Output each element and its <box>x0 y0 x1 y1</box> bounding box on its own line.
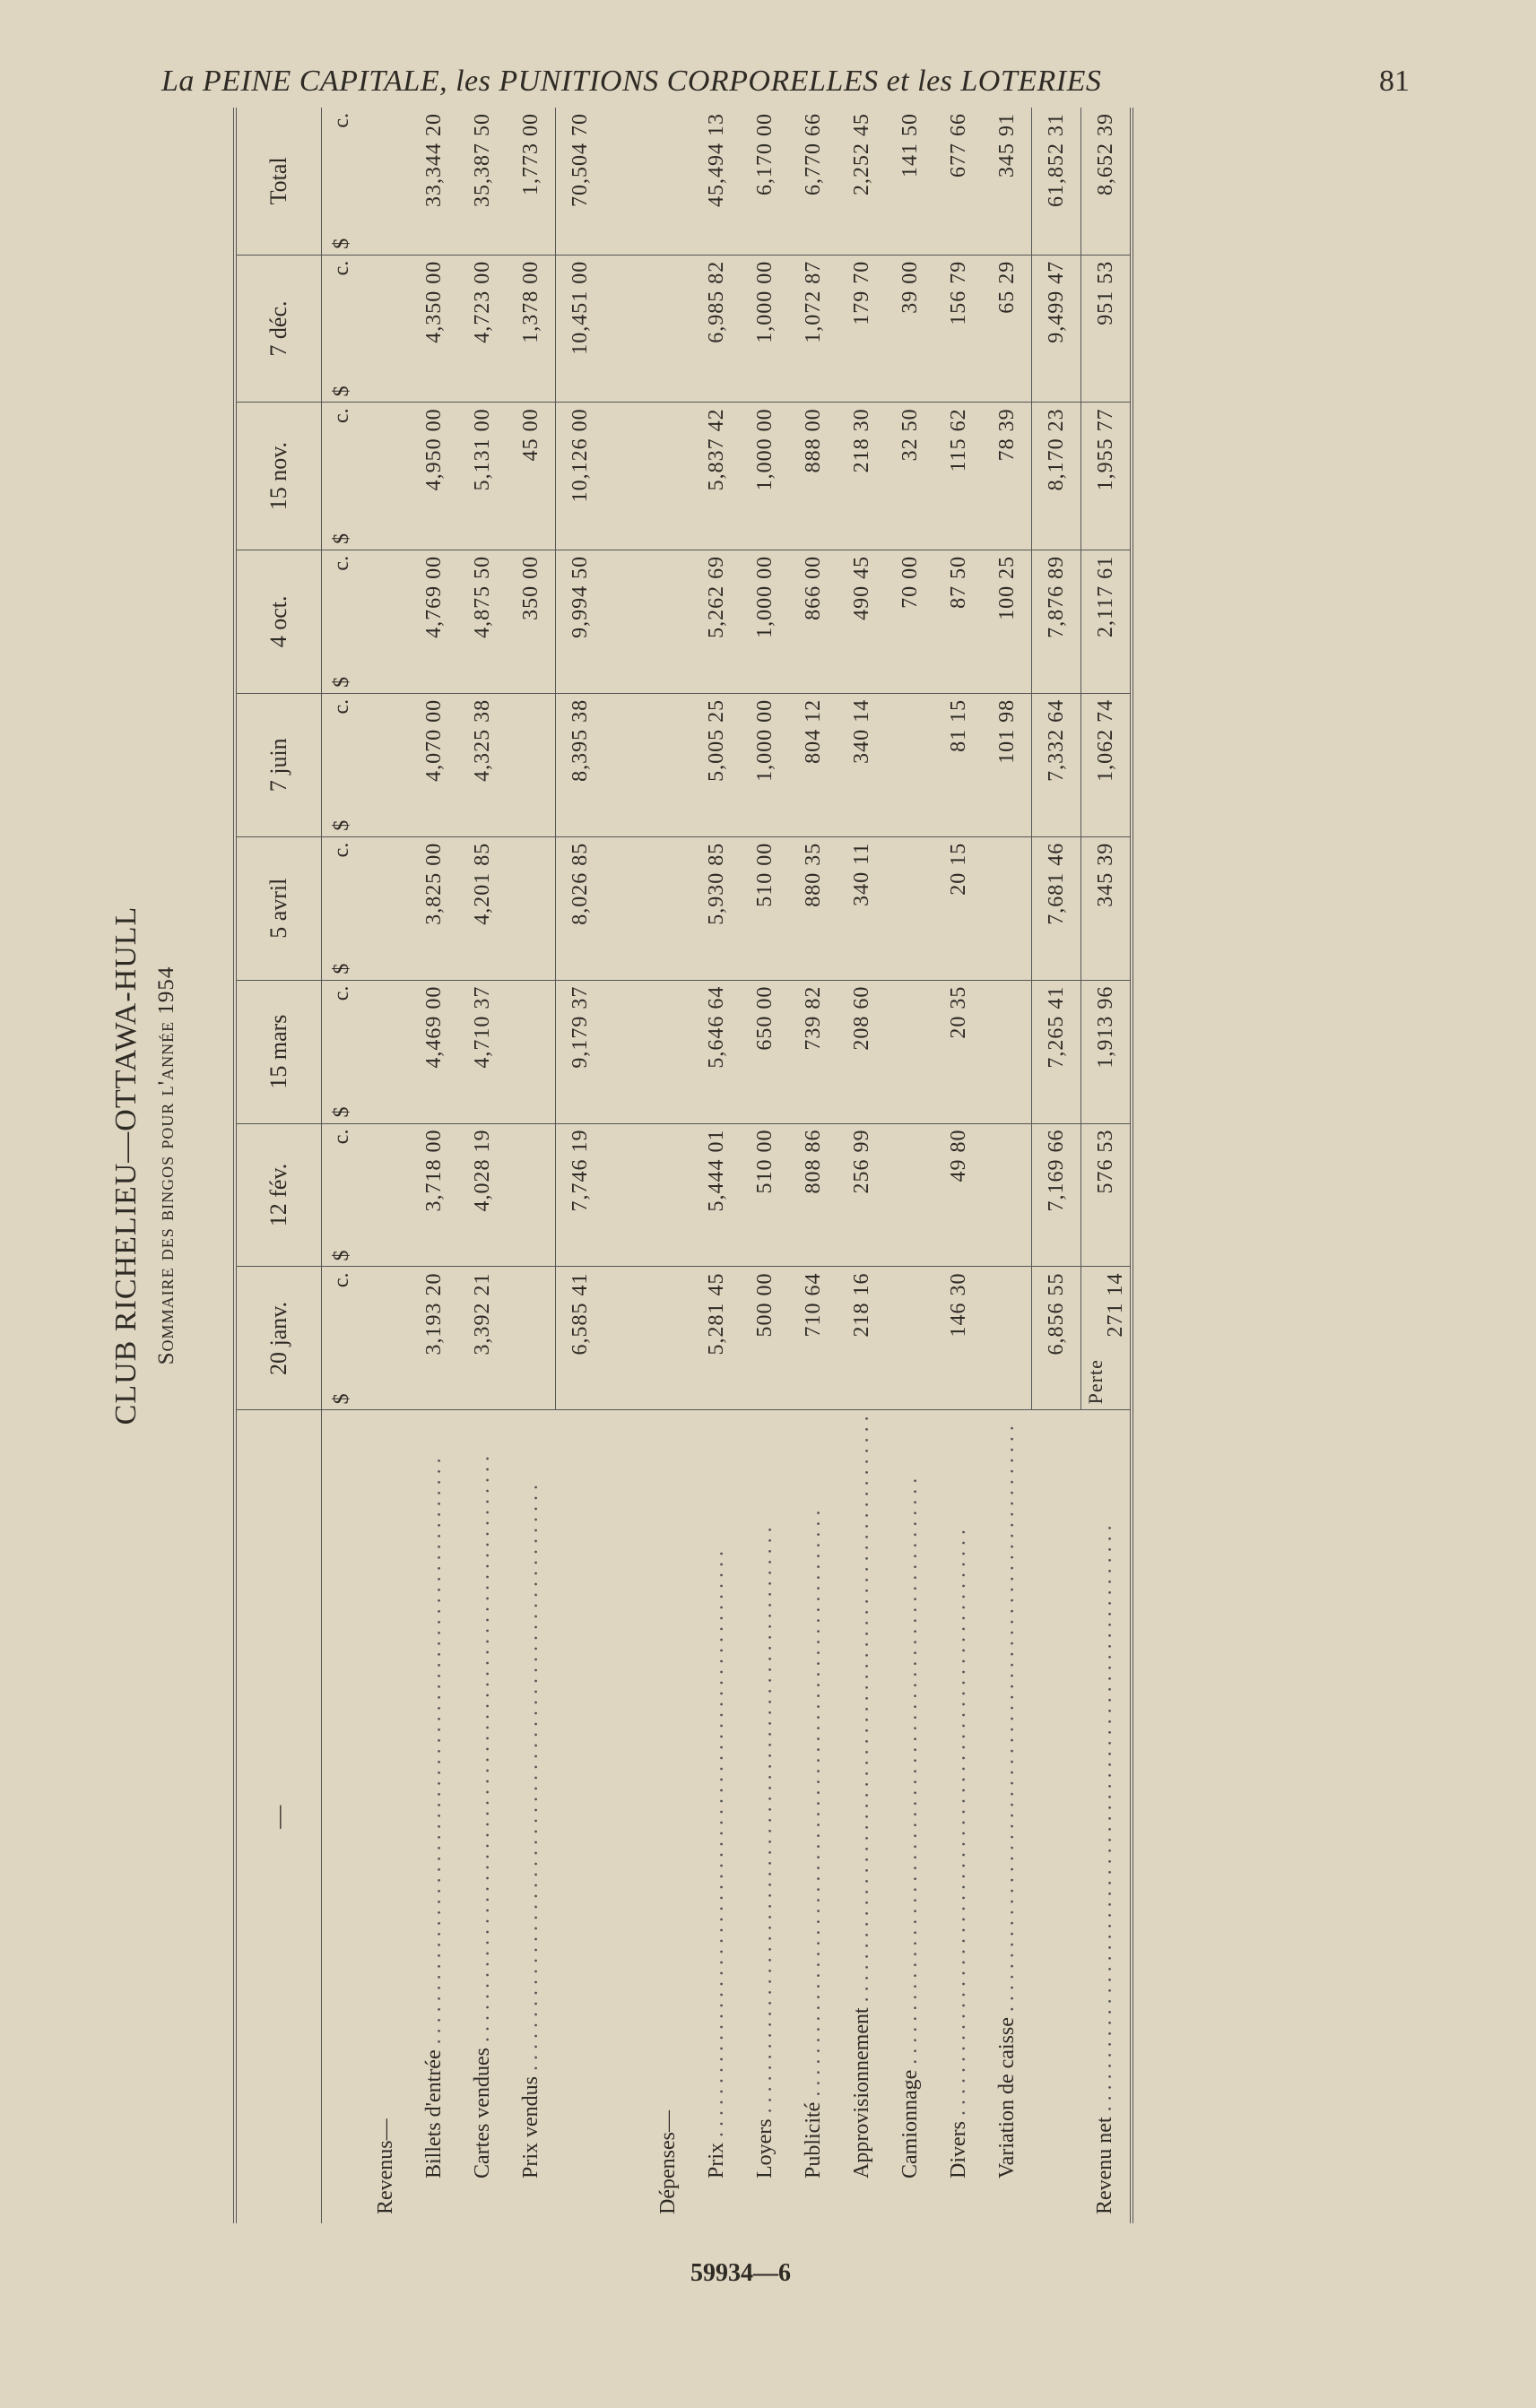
unit-cents: c. <box>329 555 353 571</box>
net-revenue-row <box>1081 108 1132 2223</box>
table-cell: 6,985 82 <box>692 255 741 403</box>
table-cell: 345 39 <box>1081 836 1132 980</box>
table-cell: 866 00 <box>789 550 837 693</box>
row-label: Prix . . . <box>705 1551 728 2178</box>
table-cell: 888 00 <box>789 403 837 550</box>
table-cell: 345 91 <box>983 108 1032 255</box>
table-cell: 32 50 <box>886 403 934 550</box>
bingo-summary-table <box>233 108 1133 2223</box>
subtotal-cell: 8,395 38 <box>556 693 605 836</box>
table-cell <box>886 1267 934 1410</box>
table-cell: 5,444 01 <box>692 1123 741 1267</box>
table-cell <box>507 1267 556 1410</box>
table-cell: 45,494 13 <box>692 108 741 255</box>
table-cell: 2,252 45 <box>837 108 886 255</box>
subtotal-cell: 7,265 41 <box>1032 980 1081 1123</box>
table-cell: 70 00 <box>886 550 934 693</box>
table-cell: 141 50 <box>886 108 934 255</box>
net-revenue-label: Revenu net . . . <box>1093 1525 1116 2214</box>
table-cell: 3,825 00 <box>410 836 458 980</box>
table-cell: 179 70 <box>837 255 886 403</box>
table-cell: 500 00 <box>741 1267 789 1410</box>
table-cell: 101 98 <box>983 693 1032 836</box>
col-header: 15 nov. <box>235 403 322 550</box>
table-cell: 256 99 <box>837 1123 886 1267</box>
subtotal-cell: 7,876 89 <box>1032 550 1081 693</box>
table-cell: 115 62 <box>934 403 983 550</box>
unit-cents: c. <box>329 113 353 128</box>
table-cell: 1,072 87 <box>789 255 837 403</box>
table-cell: 4,875 50 <box>458 550 507 693</box>
table-cell: 4,325 38 <box>458 693 507 836</box>
table-cell: 510 00 <box>741 1123 789 1267</box>
table-cell: 350 00 <box>507 550 556 693</box>
table-cell: 510 00 <box>741 836 789 980</box>
table-club-title: CLUB RICHELIEU—OTTAWA-HULL <box>109 905 143 1425</box>
table-cell: 5,005 25 <box>692 693 741 836</box>
table-cell <box>886 836 934 980</box>
unit-cents: c. <box>329 985 353 1001</box>
table-cell: 1,000 00 <box>741 255 789 403</box>
table-cell: 6,170 00 <box>741 108 789 255</box>
subtotal-cell: 7,681 46 <box>1032 836 1081 980</box>
table-row <box>458 108 507 2223</box>
unit-row <box>322 108 362 2223</box>
subtotal-cell: 70,504 70 <box>556 108 605 255</box>
row-label: Billets d'entrée . . . <box>422 1458 446 2178</box>
table-cell: 35,387 50 <box>458 108 507 255</box>
table-cell: 3,392 21 <box>458 1267 507 1410</box>
table-cell: 808 86 <box>789 1123 837 1267</box>
table-cell: 218 16 <box>837 1267 886 1410</box>
table-cell: 739 82 <box>789 980 837 1123</box>
table-cell: 5,837 42 <box>692 403 741 550</box>
subtotal-cell: 7,169 66 <box>1032 1123 1081 1267</box>
section-label: Revenus— <box>373 2118 397 2214</box>
dash-header: — <box>265 1805 291 1829</box>
page-number: 81 <box>1379 65 1410 98</box>
table-cell: 5,131 00 <box>458 403 507 550</box>
table-cell: 146 30 <box>934 1267 983 1410</box>
table-cell: 4,201 85 <box>458 836 507 980</box>
table-cell: 208 60 <box>837 980 886 1123</box>
table-cell: 2,117 61 <box>1081 550 1132 693</box>
table-cell: 5,281 45 <box>692 1267 741 1410</box>
unit-dollar: $ <box>329 963 353 974</box>
table-cell: 4,469 00 <box>410 980 458 1123</box>
table-cell: 1,000 00 <box>741 550 789 693</box>
table-cell: 49 80 <box>934 1123 983 1267</box>
subtotal-cell: 6,856 55 <box>1032 1267 1081 1410</box>
table-cell <box>983 1267 1032 1410</box>
col-header: Total <box>235 108 322 255</box>
col-header: 20 janv. <box>235 1267 322 1410</box>
subtotal-cell: 6,585 41 <box>556 1267 605 1410</box>
table-row <box>934 108 983 2223</box>
table-cell: 650 00 <box>741 980 789 1123</box>
subtotal-row-depenses <box>1032 108 1081 2223</box>
table-cell: 4,723 00 <box>458 255 507 403</box>
loss-label: Perte <box>1084 1359 1106 1405</box>
table-cell <box>507 836 556 980</box>
table-cell <box>983 1123 1032 1267</box>
unit-dollar: $ <box>329 533 353 544</box>
table-row <box>692 108 741 2223</box>
unit-dollar: $ <box>329 676 353 688</box>
table-cell: 340 14 <box>837 693 886 836</box>
subtotal-cell: 10,126 00 <box>556 403 605 550</box>
table-cell: 33,344 20 <box>410 108 458 255</box>
subtotal-cell: 8,170 23 <box>1032 403 1081 550</box>
table-cell <box>1081 1267 1132 1410</box>
table-cell: 4,769 00 <box>410 550 458 693</box>
subtotal-cell: 9,994 50 <box>556 550 605 693</box>
unit-cents: c. <box>329 260 353 276</box>
table-cell <box>886 1123 934 1267</box>
table-row <box>837 108 886 2223</box>
table-cell: 20 35 <box>934 980 983 1123</box>
subtotal-cell: 9,179 37 <box>556 980 605 1123</box>
table-cell: 1,955 77 <box>1081 403 1132 550</box>
table-cell: 1,378 00 <box>507 255 556 403</box>
net-value: 271 14 <box>1104 1272 1127 1338</box>
row-label: Variation de caisse . . . <box>995 1425 1019 2178</box>
column-header-row <box>235 108 322 2223</box>
unit-dollar: $ <box>329 1106 353 1118</box>
table-cell: 81 15 <box>934 693 983 836</box>
row-label: Cartes vendues . . . <box>471 1456 494 2178</box>
row-label: Approvisionnement . . . <box>850 1416 873 2178</box>
table-cell: 65 29 <box>983 255 1032 403</box>
unit-cents: c. <box>329 1129 353 1145</box>
unit-cents: c. <box>329 1272 353 1288</box>
row-label: Publicité . . . <box>802 1511 825 2178</box>
table-cell: 804 12 <box>789 693 837 836</box>
unit-dollar: $ <box>329 819 353 831</box>
table-cell: 1,062 74 <box>1081 693 1132 836</box>
subtotal-row-revenus <box>556 108 605 2223</box>
table-cell <box>507 980 556 1123</box>
table-cell <box>507 1123 556 1267</box>
table-cell: 951 53 <box>1081 255 1132 403</box>
section-row-depenses <box>644 108 692 2223</box>
running-header-title: La PEINE CAPITALE, les PUNITIONS CORPORELLES et les LOTERIES <box>161 65 1102 98</box>
table-cell: 5,646 64 <box>692 980 741 1123</box>
table-cell: 87 50 <box>934 550 983 693</box>
table-cell: 1,000 00 <box>741 403 789 550</box>
section-label: Dépenses— <box>655 2110 680 2214</box>
table-cell: 20 15 <box>934 836 983 980</box>
row-label: Divers . . . <box>947 1529 970 2178</box>
col-header: 7 déc. <box>235 255 322 403</box>
table-cell: 4,710 37 <box>458 980 507 1123</box>
table-cell: 1,773 00 <box>507 108 556 255</box>
row-label: Prix vendus . . . <box>519 1485 542 2178</box>
table-cell <box>886 693 934 836</box>
table-row <box>410 108 458 2223</box>
table-cell: 576 53 <box>1081 1123 1132 1267</box>
table-cell: 490 45 <box>837 550 886 693</box>
spacer-row <box>604 108 644 2223</box>
table-row <box>983 108 1032 2223</box>
table-cell: 3,193 20 <box>410 1267 458 1410</box>
unit-dollar: $ <box>329 1250 353 1261</box>
col-header: 5 avril <box>235 836 322 980</box>
table-row <box>886 108 934 2223</box>
table-cell: 4,350 00 <box>410 255 458 403</box>
section-row-revenus <box>361 108 410 2223</box>
unit-dollar: $ <box>329 238 353 249</box>
table-cell: 880 35 <box>789 836 837 980</box>
table-cell: 340 11 <box>837 836 886 980</box>
table-cell: 1,000 00 <box>741 693 789 836</box>
unit-dollar: $ <box>329 1393 353 1405</box>
table-row <box>507 108 556 2223</box>
table-cell <box>886 980 934 1123</box>
table-cell: 3,718 00 <box>410 1123 458 1267</box>
subtotal-cell: 10,451 00 <box>556 255 605 403</box>
subtotal-cell: 9,499 47 <box>1032 255 1081 403</box>
subtotal-cell: 8,026 85 <box>556 836 605 980</box>
col-header: 7 juin <box>235 693 322 836</box>
table-cell: 677 66 <box>934 108 983 255</box>
col-header: 15 mars <box>235 980 322 1123</box>
table-row <box>789 108 837 2223</box>
table-row <box>741 108 789 2223</box>
table-cell: 5,262 69 <box>692 550 741 693</box>
table-cell: 1,913 96 <box>1081 980 1132 1123</box>
table-cell: 218 30 <box>837 403 886 550</box>
unit-cents: c. <box>329 842 353 858</box>
table-cell: 4,950 00 <box>410 403 458 550</box>
table-cell: 6,770 66 <box>789 108 837 255</box>
unit-cents: c. <box>329 408 353 423</box>
table-cell: 39 00 <box>886 255 934 403</box>
table-cell: 100 25 <box>983 550 1032 693</box>
table-cell <box>507 693 556 836</box>
subtotal-cell: 7,332 64 <box>1032 693 1081 836</box>
table-cell: 710 64 <box>789 1267 837 1410</box>
subtotal-cell: 7,746 19 <box>556 1123 605 1267</box>
unit-dollar: $ <box>329 385 353 397</box>
table-cell <box>983 980 1032 1123</box>
table-cell: 4,070 00 <box>410 693 458 836</box>
footer-print-code: 59934—6 <box>690 2259 791 2287</box>
col-header: 4 oct. <box>235 550 322 693</box>
col-header: 12 fév. <box>235 1123 322 1267</box>
row-label: Loyers . . . <box>753 1527 777 2178</box>
rotated-table-panel <box>99 108 1282 2223</box>
row-label: Camionnage . . . <box>898 1478 922 2178</box>
unit-cents: c. <box>329 698 353 715</box>
table-cell: 156 79 <box>934 255 983 403</box>
table-cell: 78 39 <box>983 403 1032 550</box>
subtotal-cell: 61,852 31 <box>1032 108 1081 255</box>
table-cell: 4,028 19 <box>458 1123 507 1267</box>
table-cell: 8,652 39 <box>1081 108 1132 255</box>
table-cell: 5,930 85 <box>692 836 741 980</box>
table-subtitle: Sommaire des bingos pour l'année 1954 <box>154 966 178 1365</box>
table-cell <box>983 836 1032 980</box>
table-cell: 45 00 <box>507 403 556 550</box>
